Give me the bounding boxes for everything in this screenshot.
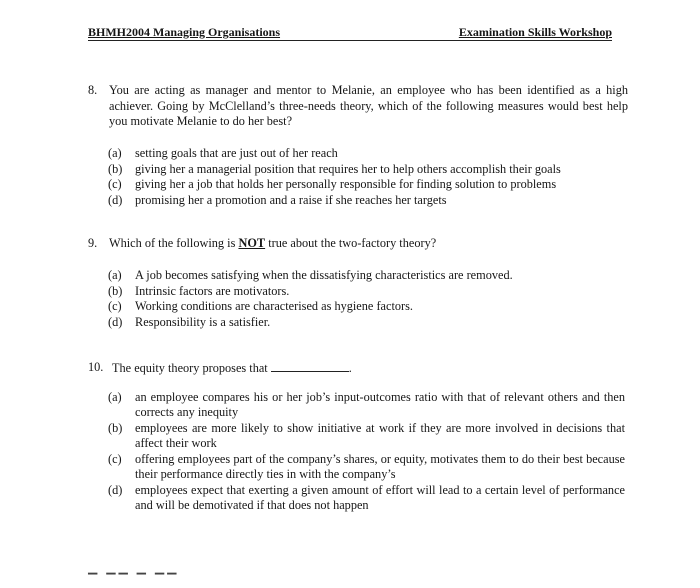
question-8-options: [108, 146, 625, 208]
page-header: [88, 25, 612, 41]
question-number: 10.: [88, 360, 104, 374]
question-number: 9.: [88, 236, 98, 250]
answer-blank: [271, 360, 349, 372]
option-d: (d) Responsibility is a satisfier.: [108, 314, 271, 329]
course-title: BHMH2004 Managing Organisations: [88, 25, 281, 39]
option-b: (b) giving her a managerial position that requires her to help others accomplish their goals: [108, 161, 561, 176]
emphasis-not: NOT: [238, 236, 266, 250]
question-8: [88, 83, 628, 130]
option-c: (c) Working conditions are characterised as hygiene factors.: [108, 299, 413, 313]
question-10-options: [108, 390, 625, 514]
option-c: (c) offering employees part of the company’s shares, or equity, motivates them to do their best because their performance directly ties in with the company’s: [108, 452, 625, 481]
option-b: (b) employees are more likely to show initiative at work if they are more involved in decisions that affect their work: [108, 421, 625, 450]
option-c: (c) giving her a job that holds her personally responsible for finding solution to problems: [108, 177, 557, 191]
question-number: 8.: [88, 83, 98, 97]
option-a: (a) an employee compares his or her job’s input-outcomes ratio with that of relevant others and then corrects any inequity: [108, 390, 625, 419]
option-b: (b) Intrinsic factors are motivators.: [108, 283, 290, 298]
question-10: [88, 360, 628, 377]
cut-off-text-fragment: ▔ ▔▔ ▔ ▔▔: [88, 573, 180, 587]
question-text: You are acting as manager and mentor to Melanie, an employee who has been identified as a high achiever. Going by McClelland’s three-needs theory, which of the following measures would best help you motivate Melanie to do her best?: [109, 83, 628, 128]
question-9: [88, 236, 628, 252]
option-a: (a) setting goals that are just out of her reach: [108, 146, 338, 160]
question-text: The equity theory proposes that .: [112, 361, 352, 375]
option-d: (d) promising her a promotion and a raise if she reaches her targets: [108, 192, 447, 207]
workshop-title: Examination Skills Workshop: [458, 25, 612, 39]
option-a: (a) A job becomes satisfying when the dissatisfying characteristics are removed.: [108, 268, 513, 282]
question-text: Which of the following is NOT true about the two-factory theory?: [109, 236, 437, 250]
option-d: (d) employees expect that exerting a given amount of effort will lead to a certain level of performance and will be demotivated if that does not happen: [108, 483, 625, 512]
question-9-options: [108, 268, 625, 330]
